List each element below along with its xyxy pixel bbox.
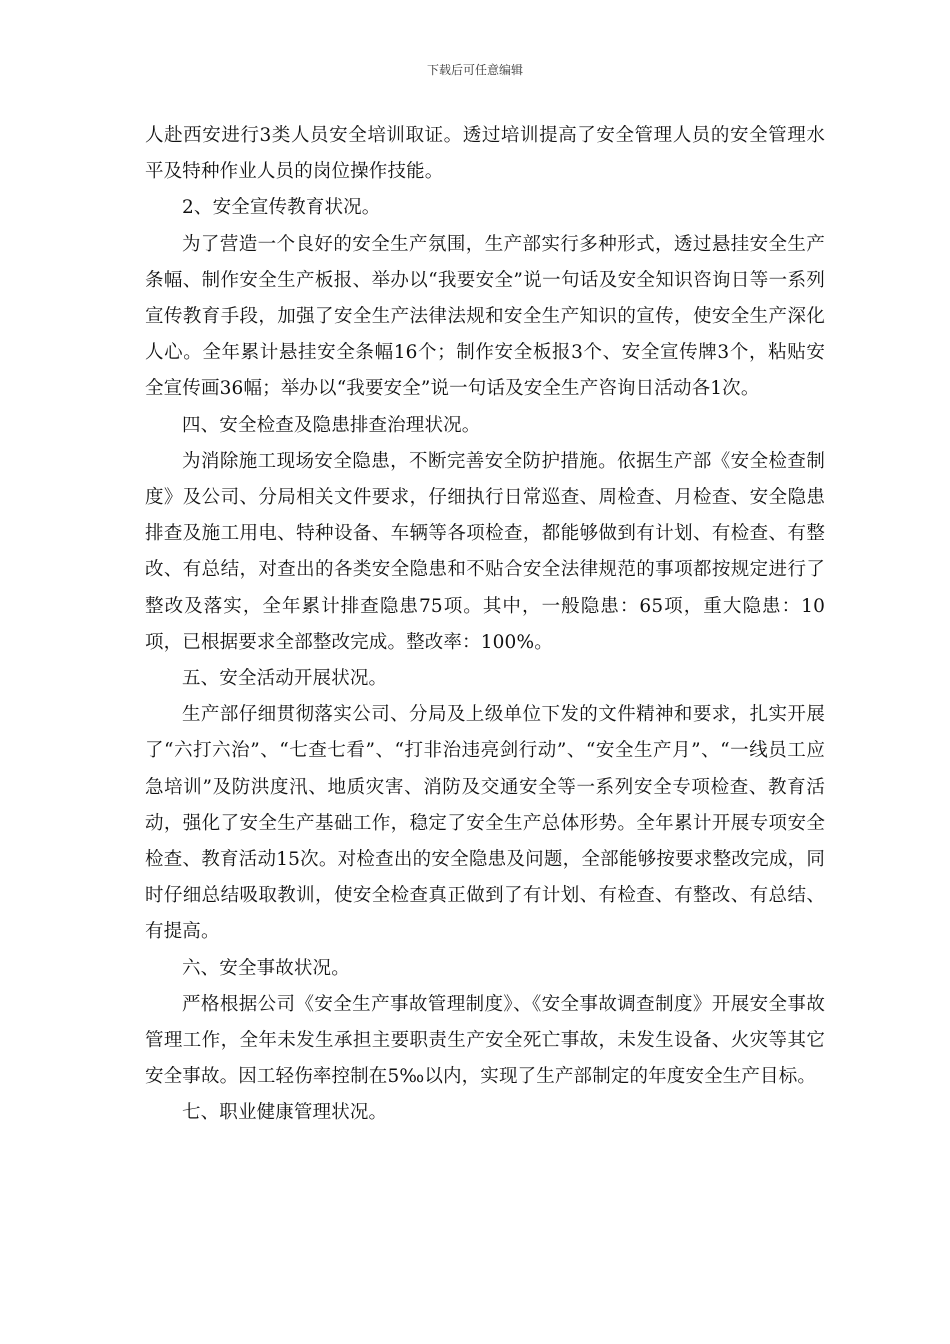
heading-safety-accidents: 六、安全事故状况。 (182, 957, 350, 979)
heading-safety-publicity: 2、安全宣传教育状况。 (182, 197, 381, 219)
paragraph-safety-accidents: 严格根据公司《安全生产事故管理制度》、《安全事故调查制度》开展安全事故管理工作，全年未发生承担主要职责生产安全死亡事故，未发生设备、火灾等其它安全事故。因工轻伤率控制在5‰以内，实现了生产部制定的年度安全生产目标。 (145, 993, 825, 1088)
page-header-note: 下载后可任意编辑 (426, 63, 523, 77)
paragraph-safety-publicity: 为了营造一个良好的安全生产氛围，生产部实行多种形式，透过悬挂安全生产条幅、制作安全生产板报、举办以“我要安全”说一句话及安全知识咨询日等一系列宣传教育手段，加强了安全生产法律法规和安全生产知识的宣传，使安全生产深化人心。全年累计悬挂安全条幅16个；制作安全板报3个、安全宣传牌3个，粘贴安全宣传画36幅；举办以“我要安全”说一句话及安全生产咨询日活动各1次。 (145, 233, 825, 400)
paragraph-safety-inspection: 为消除施工现场安全隐患，不断完善安全防护措施。依据生产部《安全检查制度》及公司、分局相关文件要求，仔细执行日常巡查、周检查、月检查、安全隐患排查及施工用电、特种设备、车辆等各项检查，都能够做到有计划、有检查、有整改、有总结，对查出的各类安全隐患和不贴合安全法律规范的事项都按规定进行了整改及落实，全年累计排查隐患75项。其中，一般隐患：65项，重大隐患：10项，已根据要求全部整改完成。整改率：100%。 (145, 450, 825, 653)
document-body (145, 118, 825, 1132)
heading-safety-inspection: 四、安全检查及隐患排查治理状况。 (182, 414, 481, 436)
paragraph-training-result: 人赴西安进行3类人员安全培训取证。透过培训提高了安全管理人员的安全管理水平及特种作业人员的岗位操作技能。 (145, 125, 825, 183)
heading-safety-activities: 五、安全活动开展状况。 (182, 668, 388, 690)
paragraph-safety-activities: 生产部仔细贯彻落实公司、分局及上级单位下发的文件精神和要求，扎实开展了“六打六治”、“七查七看”、“打非治违亮剑行动”、“安全生产月”、“一线员工应急培训”及防洪度汛、地质灾害、消防及交通安全等一系列安全专项检查、教育活动，强化了安全生产基础工作，稳定了安全生产总体形势。全年累计开展专项安全检查、教育活动15次。对检查出的安全隐患及问题，全部能够按要求整改完成，同时仔细总结吸取教训，使安全检查真正做到了有计划、有检查、有整改、有总结、有提高。 (145, 704, 825, 943)
heading-occupational-health: 七、职业健康管理状况。 (182, 1102, 388, 1124)
